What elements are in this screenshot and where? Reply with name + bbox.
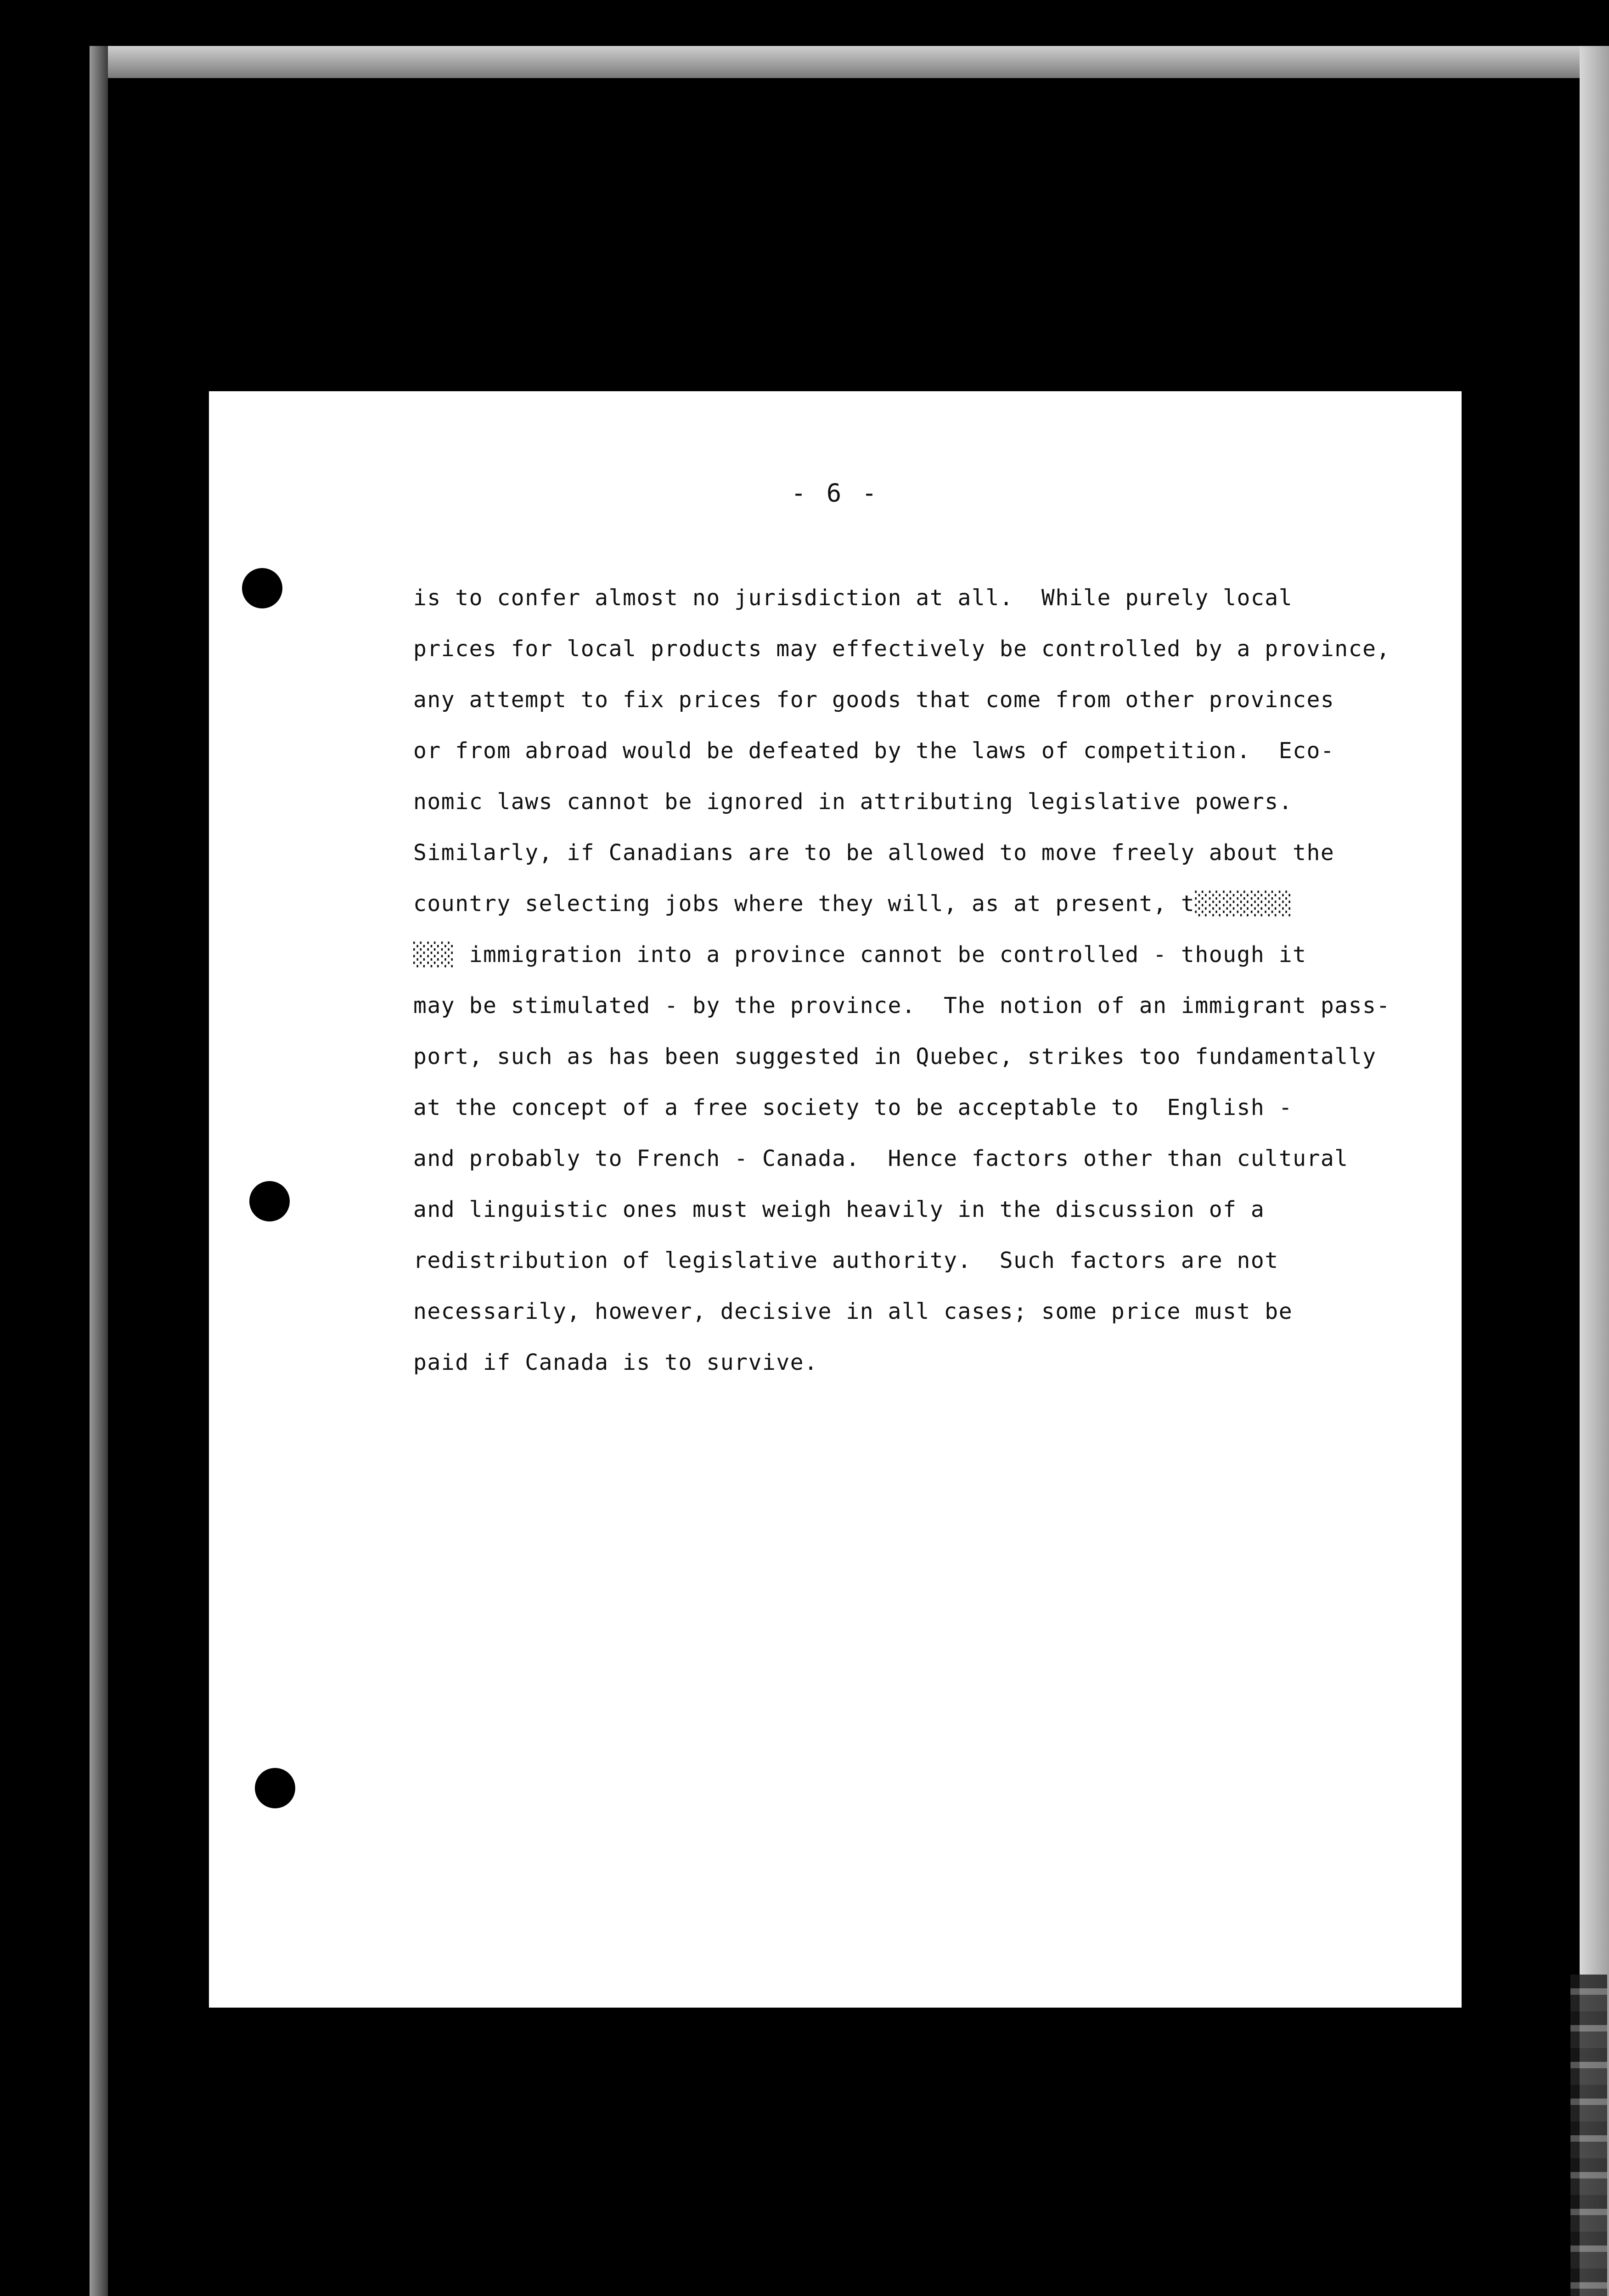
- text-line: at the concept of a free society to be acceptable to English -: [413, 1095, 1293, 1120]
- punch-hole-top: [242, 568, 282, 608]
- text-line: any attempt to fix prices for goods that come from other provinces: [413, 687, 1335, 713]
- punch-hole-bottom: [255, 1768, 295, 1808]
- text-line: country selecting jobs where they will, as at present, t░░░░░░░: [413, 891, 1293, 917]
- text-line: or from abroad would be defeated by the laws of competition. Eco-: [413, 738, 1335, 764]
- film-edge-top: [92, 46, 1580, 78]
- page-number: - 6 -: [791, 478, 880, 507]
- film-edge-right: [1580, 46, 1609, 2296]
- film-edge-left: [90, 46, 108, 2296]
- text-line: may be stimulated - by the province. The notion of an immigrant pass-: [413, 993, 1390, 1019]
- text-line: paid if Canada is to survive.: [413, 1350, 818, 1375]
- text-line: and probably to French - Canada. Hence factors other than cultural: [413, 1146, 1349, 1171]
- text-line: port, such as has been suggested in Quebec, strikes too fundamentally: [413, 1044, 1377, 1069]
- text-line: redistribution of legislative authority. Such factors are not: [413, 1248, 1279, 1273]
- text-line: prices for local products may effectively be controlled by a province,: [413, 636, 1390, 662]
- text-line: Similarly, if Canadians are to be allowed to move freely about the: [413, 840, 1335, 866]
- text-line: ░░░ immigration into a province cannot be controlled - though it: [413, 942, 1307, 968]
- film-scratch-noise: [1570, 1975, 1607, 2296]
- text-line: necessarily, however, decisive in all cases; some price must be: [413, 1299, 1293, 1324]
- punch-hole-middle: [249, 1181, 290, 1221]
- document-page: [209, 391, 1462, 2008]
- text-line: and linguistic ones must weigh heavily in the discussion of a: [413, 1197, 1265, 1222]
- text-line: is to confer almost no jurisdiction at all. While purely local: [413, 585, 1293, 611]
- text-line: nomic laws cannot be ignored in attributing legislative powers.: [413, 789, 1293, 815]
- body-text: [413, 573, 1433, 1388]
